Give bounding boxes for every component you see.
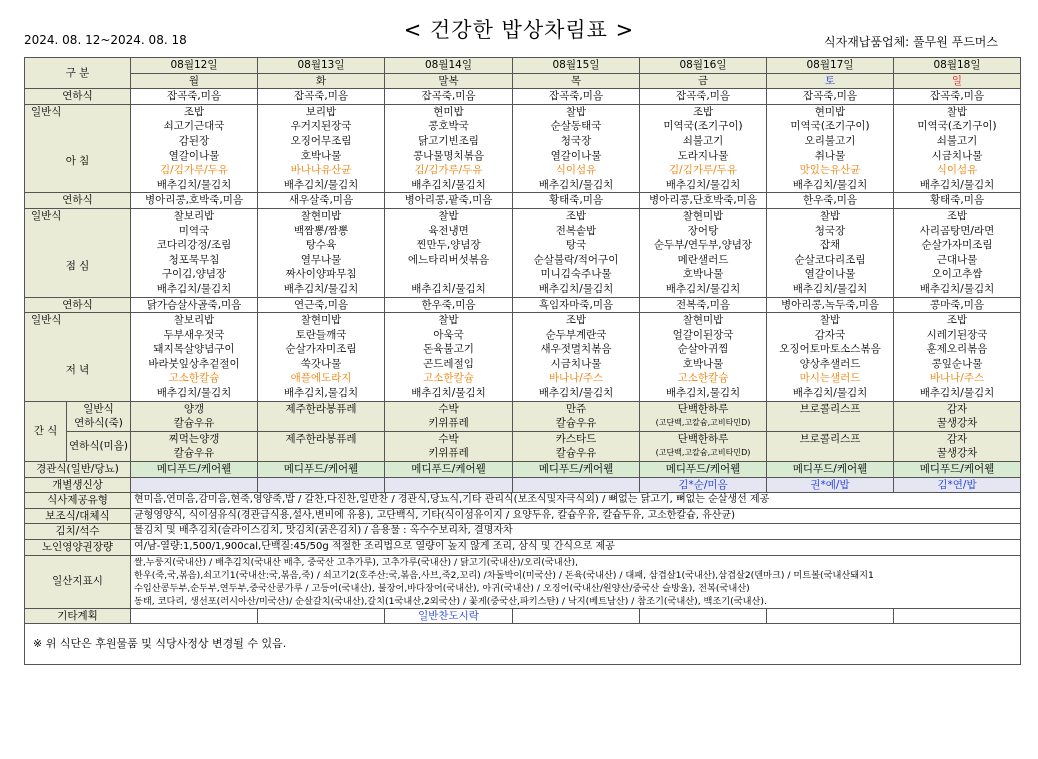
- soft-meal: 잡곡죽,미음: [385, 89, 513, 105]
- menu-item: 메란샐러드: [677, 253, 729, 266]
- menu-item: 찰현미밥: [682, 209, 724, 222]
- menu-item: 순살아귀찜: [677, 343, 729, 356]
- menu-item: 콩잎순나물: [931, 357, 983, 370]
- menu-item: 순두부계란국: [545, 328, 607, 341]
- menu-item: 곤드레절임: [423, 357, 474, 370]
- snack-item: 감자: [946, 402, 968, 415]
- menu-item: 미역국: [178, 224, 210, 237]
- soft-meal: 콩마죽,미음: [894, 297, 1021, 313]
- meal-cell: [767, 313, 894, 402]
- menu-item: 육전냉면: [428, 224, 469, 237]
- origin-line: 동태, 코다리, 생선포(러시아산/미국산)/ 순살갈치(국내산),갈치(1국내산,2외국산) / 꽃게(중국산,파키스탄) / 낙지(베트남산) / 참조기(국내산), 백조기(국내산).: [134, 595, 767, 607]
- menu-item: 얼갈이된장국: [672, 328, 734, 341]
- menu-item: 배추김치/물김치: [792, 282, 868, 295]
- menu-item: 순살가자미조림: [921, 239, 993, 252]
- meal-cell: [385, 208, 513, 297]
- day-date: 08월17일: [767, 58, 894, 74]
- soft-meal: 병아리콩,단호박죽,미음: [640, 193, 767, 209]
- label-soft: 연하식: [25, 89, 131, 105]
- diabetic-cell: 메디푸드/케어웰: [258, 462, 385, 478]
- diabetic-cell: 메디푸드/케어웰: [894, 462, 1021, 478]
- menu-item: 미니김숙주나물: [540, 268, 612, 281]
- menu-item: 찐만두,양념장: [416, 239, 481, 252]
- meal-cell: [894, 104, 1021, 193]
- individual-cell: [513, 477, 640, 493]
- label-diabetic: 경관식(일반/당뇨): [25, 462, 131, 478]
- menu-item: 고소한칼슘: [168, 372, 220, 385]
- day-name: 일: [894, 73, 1021, 89]
- menu-item: 배추김치/물김치: [156, 282, 232, 295]
- label-other: 기타계획: [25, 608, 131, 624]
- soft-meal: 병아리콩,호박죽,미음: [131, 193, 258, 209]
- snack-soft-label: 연하식(죽): [74, 417, 123, 430]
- meal-cell: [131, 104, 258, 193]
- snack-item: [258, 446, 384, 461]
- snack-cell: [894, 431, 1021, 461]
- label-preference: 식사제공유형: [25, 493, 131, 509]
- menu-item: 배추김치/물김치: [792, 387, 868, 400]
- meal-cell: [640, 208, 767, 297]
- origin-line: 쌀,누룽지(국내산) / 배추김치(국내산 배추, 중국산 고추가루), 고추가루(국내산) / 닭고기(국내산)/오리(국내산),: [134, 556, 579, 568]
- snack-item: 브로콜리스프: [799, 402, 861, 415]
- menu-item: 배추김치/물김치: [538, 387, 614, 400]
- snack-item: 키위퓨레: [428, 447, 469, 460]
- menu-item: 미역국(조기구이): [663, 120, 743, 133]
- label-kimchi: 김치/석수: [25, 524, 131, 540]
- menu-item: 배추김치/물김치: [538, 282, 614, 295]
- soft-meal: 전복죽,미음: [640, 297, 767, 313]
- day-name: 금: [640, 73, 767, 89]
- menu-item: 마시는샐러드: [799, 372, 861, 385]
- soft-meal: 황태죽,미음: [513, 193, 640, 209]
- other-plan-cell: [894, 608, 1021, 624]
- meal-cell: [513, 104, 640, 193]
- soft-meal: 한우죽,미음: [767, 193, 894, 209]
- menu-item: 식이섬유: [555, 164, 597, 177]
- soft-meal: 병아리콩,팥죽,미음: [385, 193, 513, 209]
- individual-cell: [131, 477, 258, 493]
- menu-item: 쑥갓나물: [300, 357, 342, 370]
- menu-item: 현미밥: [814, 105, 846, 118]
- meal-cell: [640, 313, 767, 402]
- snack-item: [258, 416, 384, 431]
- soft-meal: 흑임자마죽,미음: [513, 297, 640, 313]
- other-plan-cell: [767, 608, 894, 624]
- menu-item: 코다리강정/조림: [156, 239, 232, 252]
- supplier-name: 식자재납품업체: 풀무원 푸드머스: [824, 35, 998, 49]
- snack-cell: [258, 431, 385, 461]
- soft-meal: 잡곡죽,미음: [131, 89, 258, 105]
- menu-item: 구이김,양념장: [161, 268, 227, 281]
- meal-cell: [258, 104, 385, 193]
- header-gubun: 구 분: [25, 58, 131, 89]
- diabetic-cell: 메디푸드/케어웰: [131, 462, 258, 478]
- meal-cell: [767, 208, 894, 297]
- snack-item: 찌먹는양갱: [168, 432, 220, 445]
- menu-item: 김/김가루/두유: [669, 164, 737, 177]
- snack-item: 칼슘우유: [173, 417, 215, 430]
- menu-item: 배추김치,물김치: [665, 387, 741, 400]
- menu-item: 조밥: [183, 105, 205, 118]
- menu-item: 찰밥: [946, 105, 968, 118]
- snack-general-label: 일반식: [83, 402, 114, 415]
- snack-cell: [767, 401, 894, 431]
- meal-cell: [894, 208, 1021, 297]
- snack-cell: [894, 401, 1021, 431]
- snack-item: 카스타드: [555, 432, 597, 445]
- meal-name: 저 녁: [65, 363, 90, 376]
- menu-item: 사리곰탕면/라면: [919, 224, 995, 237]
- menu-item: 훈제오리볶음: [926, 343, 988, 356]
- menu-item: 취나물: [814, 149, 846, 162]
- snack-item: 제주한라봉퓨레: [285, 402, 357, 415]
- snack-cell: [513, 401, 640, 431]
- snack-item: 꿀생강차: [936, 417, 978, 430]
- soft-meal: 잡곡죽,미음: [258, 89, 385, 105]
- page-title: < 건강한 밥상차림표 >: [403, 18, 635, 42]
- menu-item: 고소한칼슘: [677, 372, 729, 385]
- menu-item: 호박나물: [682, 268, 724, 281]
- menu-item: 맛있는유산균: [799, 164, 861, 177]
- snack-item: 키위퓨레: [428, 417, 469, 430]
- menu-item: 에느타리버섯볶음: [407, 253, 490, 266]
- soft-meal: 새우살죽,미음: [258, 193, 385, 209]
- menu-item: 김/김가루/두유: [160, 164, 228, 177]
- individual-cell: 김*순/미음: [640, 477, 767, 493]
- menu-item: 보리밥: [305, 105, 337, 118]
- label-soft: 연하식: [25, 297, 131, 313]
- label-general: 일반식: [31, 105, 62, 118]
- menu-item: 배추김치/물김치: [156, 387, 232, 400]
- menu-item: 순두부/연두부,양념장: [653, 239, 753, 252]
- menu-item: 돈육불고기: [423, 343, 474, 356]
- origin-text: [131, 555, 1021, 608]
- menu-item: 양상추샐러드: [799, 357, 861, 370]
- menu-item: 쇠고기근대국: [163, 120, 225, 133]
- day-date: 08월15일: [513, 58, 640, 74]
- menu-item: 애플에도라지: [290, 372, 352, 385]
- menu-item: 배추김치/물김치: [919, 282, 995, 295]
- menu-item: 오징어토마토소스볶음: [779, 343, 881, 356]
- preference-text: 현미음,연미음,감미음,현죽,영양죽,밥 / 갈찬,다진찬,일반찬 / 경관식,당뇨식,기타 관리식(보조식및자극식외) / 뼈없는 닭고기, 뼈없는 순살생선 제공: [131, 493, 1021, 509]
- menu-item: 배추김치/물김치: [919, 387, 995, 400]
- diabetic-cell: 메디푸드/케어웰: [513, 462, 640, 478]
- menu-item: 오리불고기: [804, 134, 856, 147]
- day-date: 08월13일: [258, 58, 385, 74]
- menu-item: 찰현미밥: [300, 209, 342, 222]
- menu-item: 열갈이나물: [168, 149, 220, 162]
- day-date: 08월18일: [894, 58, 1021, 74]
- menu-item: 배추김치/물김치: [665, 282, 741, 295]
- menu-item: 조밥: [946, 314, 968, 327]
- snack-item: 단백한하루: [677, 402, 729, 415]
- soft-meal: 연근죽,미음: [258, 297, 385, 313]
- diabetic-cell: 메디푸드/케어웰: [767, 462, 894, 478]
- menu-item: 탕수육: [305, 239, 337, 252]
- individual-cell: [258, 477, 385, 493]
- snack-item: [767, 446, 893, 461]
- menu-item: 장어탕: [687, 224, 719, 237]
- snack-cell: [513, 431, 640, 461]
- supplement-text: 균형영양식, 식이섬유식(경관급식용,설사,변비에 유용), 고단백식, 기타(식이섬유이지 / 요양두유, 칼슘우유, 칼슘두유, 고소한칼슘, 유산균): [131, 508, 1021, 524]
- soft-meal: 잡곡죽,미음: [640, 89, 767, 105]
- menu-period: 2024. 08. 12~2024. 08. 18: [24, 33, 187, 47]
- menu-item: 미역국(조기구이): [790, 120, 870, 133]
- individual-cell: 권*예/밥: [767, 477, 894, 493]
- snack-item: (고단백,고칼슘,고비타민D): [655, 448, 751, 458]
- menu-item: 청국장: [814, 224, 846, 237]
- menu-item: 새우젓멸치볶음: [540, 343, 612, 356]
- menu-item: 호박나물: [682, 357, 724, 370]
- menu-item: 열무나물: [300, 253, 342, 266]
- menu-item: 닭고기빈조림: [418, 134, 479, 147]
- menu-item: 청국장: [560, 134, 592, 147]
- soft-meal: 병아리콩,녹두죽,미음: [767, 297, 894, 313]
- menu-item: 백짬뽕/짬뽕: [293, 224, 349, 237]
- menu-item: 청포묵무침: [168, 253, 220, 266]
- label-snack-general: [67, 401, 131, 431]
- diabetic-cell: 메디푸드/케어웰: [640, 462, 767, 478]
- snack-item: 제주한라봉퓨레: [285, 432, 357, 445]
- menu-item: 찰밥: [819, 209, 841, 222]
- label-origin: 일산지표시: [25, 555, 131, 608]
- day-name: 월: [131, 73, 258, 89]
- label-general: 일반식: [31, 209, 62, 222]
- soft-meal: 황태죽,미음: [894, 193, 1021, 209]
- menu-item: 배추김치/물김치: [283, 178, 359, 191]
- menu-item: 순살불락/적어구이: [533, 253, 619, 266]
- other-plan-cell: 일반찬도시락: [385, 608, 513, 624]
- menu-item: 감된장: [178, 134, 210, 147]
- menu-item: 찰보리밥: [173, 314, 215, 327]
- meal-name: 아 침: [65, 155, 90, 168]
- menu-item: 배추김치/물김치: [411, 387, 486, 400]
- snack-item: 양갱: [183, 402, 205, 415]
- menu-item: 전복솥밥: [555, 224, 597, 237]
- menu-item: 찰현미밥: [682, 314, 724, 327]
- snack-cell: [385, 401, 513, 431]
- label-soft: 연하식: [25, 193, 131, 209]
- menu-item: 찰밥: [438, 314, 459, 327]
- snack-cell: [131, 431, 258, 461]
- menu-item: 근대나물: [936, 253, 978, 266]
- kimchi-text: 물김치 및 배추김치(슬라이스김치, 맛김치(굵은김치) / 음용물 : 옥수수보리차, 결명자차: [131, 524, 1021, 540]
- snack-item: 단백한하루: [677, 432, 729, 445]
- day-date: 08월14일: [385, 58, 513, 74]
- meal-cell: [258, 313, 385, 402]
- snack-cell: [385, 431, 513, 461]
- label-general: 일반식: [31, 314, 62, 327]
- menu-item: 돼지목살양념구이: [153, 343, 235, 356]
- menu-item: 배추김치/물김치: [919, 178, 995, 191]
- label-elderly: 노인영양권장량: [25, 540, 131, 556]
- meal-plan-table: [24, 57, 1021, 665]
- day-date: 08월16일: [640, 58, 767, 74]
- origin-line: 한우(죽,국,볶음),쇠고기1(국내산:국,볶음,죽) / 쇠고기2(호주산:국,볶음,사브,죽2,꼬리) /차돌박이(미국산) / 돈육(국내산) / 대패, 삼겹살1(국내산),삼겹살2(덴마크) / 미트볼(국내산돼지1: [134, 569, 874, 581]
- menu-item: 순살동태국: [550, 120, 602, 133]
- menu-item: 열갈이나물: [550, 149, 602, 162]
- meal-cell: [131, 313, 258, 402]
- menu-item: 식이섬유: [936, 164, 978, 177]
- snack-item: [767, 416, 893, 431]
- menu-item: 미역국(조기구이): [917, 120, 997, 133]
- menu-item: 콩호박국: [428, 120, 469, 133]
- menu-item: 우거지된장국: [290, 120, 352, 133]
- other-plan-cell: [640, 608, 767, 624]
- elderly-text: 여/남-열량:1,500/1,900cal,단백질:45/50g 적절한 조리법으로 열량이 높지 않게 조리, 삼식 및 간식으로 제공: [131, 540, 1021, 556]
- menu-item: 배추김치/물김치: [156, 178, 232, 191]
- menu-item: 잡채: [819, 239, 841, 252]
- meal-name: 점 심: [65, 259, 90, 272]
- menu-item: 배추김치/물김치: [283, 282, 359, 295]
- meal-label: [25, 208, 131, 297]
- meal-cell: [767, 104, 894, 193]
- menu-item: 쇠불고기: [936, 134, 978, 147]
- menu-item: 짜사이양파무침: [285, 268, 357, 281]
- origin-line: 수입산콩두부,순두부,연두부,중국산콩가루 / 고등어(국내산), 불장어,바다장어(국내산), 아귀(국내산) / 오징어(국내산/원양산/중국산 슬방울), 전복(국내산): [134, 582, 750, 594]
- menu-item: 바라붓잎상추겉절이: [148, 357, 240, 370]
- snack-cell: [640, 401, 767, 431]
- snack-item: 수박: [438, 432, 459, 445]
- snack-cell: [258, 401, 385, 431]
- label-supplement: 보조식/대체식: [25, 508, 131, 524]
- menu-item: 찰현미밥: [300, 314, 342, 327]
- meal-label: [25, 313, 131, 402]
- soft-meal: 한우죽,미음: [385, 297, 513, 313]
- menu-item: 현미밥: [433, 105, 464, 118]
- menu-item: 콩나물명치볶음: [412, 149, 484, 162]
- meal-label: [25, 104, 131, 193]
- menu-item: 감자국: [814, 328, 846, 341]
- menu-item: 도라지나물: [677, 149, 729, 162]
- meal-cell: [513, 313, 640, 402]
- menu-item: 탕국: [565, 239, 587, 252]
- snack-item: 수박: [438, 402, 459, 415]
- menu-item: 쇠불고기: [682, 134, 724, 147]
- soft-meal: 잡곡죽,미음: [767, 89, 894, 105]
- menu-item: 순살코다리조림: [794, 253, 866, 266]
- meal-cell: [640, 104, 767, 193]
- menu-item: 열갈이나물: [804, 268, 856, 281]
- menu-item: 김/김가루/두유: [414, 164, 483, 177]
- individual-cell: 김*연/밥: [894, 477, 1021, 493]
- menu-item: 오이고추쌈: [931, 268, 983, 281]
- menu-item: 배추김치/물김치: [792, 178, 868, 191]
- menu-item: 조밥: [946, 209, 968, 222]
- meal-cell: [513, 208, 640, 297]
- individual-cell: [385, 477, 513, 493]
- menu-item: 바나나/주스: [929, 372, 985, 385]
- menu-item: 찰밥: [819, 314, 841, 327]
- header: [0, 0, 1038, 58]
- snack-cell: [767, 431, 894, 461]
- menu-item: 두부새우젓국: [163, 328, 225, 341]
- menu-item: 찰보리밥: [173, 209, 215, 222]
- other-plan-cell: [513, 608, 640, 624]
- snack-item: 감자: [946, 432, 968, 445]
- day-name: 목: [513, 73, 640, 89]
- menu-item: 고소한칼슘: [423, 372, 474, 385]
- menu-item: 아욱국: [433, 328, 464, 341]
- snack-item: 브로콜리스프: [799, 432, 861, 445]
- snack-item: (고단백,고칼슘,고비타민D): [655, 418, 751, 428]
- menu-item: 조밥: [692, 105, 714, 118]
- meal-cell: [894, 313, 1021, 402]
- menu-item: 배추김치/물김치: [665, 178, 741, 191]
- menu-item: 시금치나물: [931, 149, 983, 162]
- menu-item: 조밥: [565, 314, 587, 327]
- day-name: 화: [258, 73, 385, 89]
- label-snack: 간 식: [25, 401, 67, 461]
- soft-meal: 닭가슴살사골죽,미음: [131, 297, 258, 313]
- menu-item: 시금치나물: [550, 357, 602, 370]
- snack-item: 만쥬: [565, 402, 587, 415]
- other-plan-cell: [258, 608, 385, 624]
- menu-item: 찰밥: [438, 209, 459, 222]
- menu-item: [385, 267, 512, 282]
- menu-item: 순살가자미조림: [285, 343, 357, 356]
- day-name: 말복: [385, 73, 513, 89]
- menu-item: 오징어무조림: [290, 134, 352, 147]
- menu-item: 배추김치/물김치: [411, 282, 486, 295]
- menu-item: 조밥: [565, 209, 587, 222]
- menu-item: 바나나/주스: [548, 372, 604, 385]
- meal-cell: [258, 208, 385, 297]
- day-name: 토: [767, 73, 894, 89]
- menu-item: 배추김치/물김치: [538, 178, 614, 191]
- snack-item: 칼슘우유: [555, 447, 597, 460]
- snack-cell: [640, 431, 767, 461]
- footnote: ※ 위 식단은 후원물품 및 식당사정상 변경될 수 있음.: [25, 624, 1021, 665]
- snack-item: 꿀생강차: [936, 447, 978, 460]
- menu-item: 찰밥: [565, 105, 587, 118]
- day-date: 08월12일: [131, 58, 258, 74]
- label-individual: 개별생신상: [25, 477, 131, 493]
- menu-item: 바나나유산균: [290, 164, 352, 177]
- soft-meal: 잡곡죽,미음: [894, 89, 1021, 105]
- diabetic-cell: 메디푸드/케어웰: [385, 462, 513, 478]
- soft-meal: 잡곡죽,미음: [513, 89, 640, 105]
- menu-item: 배추김치,물김치: [283, 387, 359, 400]
- snack-cell: [131, 401, 258, 431]
- menu-item: 시레기된장국: [926, 328, 988, 341]
- meal-cell: [131, 208, 258, 297]
- snack-item: 칼슘우유: [173, 447, 215, 460]
- menu-item: 호박나물: [300, 149, 342, 162]
- meal-cell: [385, 313, 513, 402]
- other-plan-cell: [131, 608, 258, 624]
- menu-item: 배추김치/물김치: [411, 178, 486, 191]
- meal-cell: [385, 104, 513, 193]
- label-snack-puree: 연하식(미음): [67, 431, 131, 461]
- menu-item: 토란들깨국: [295, 328, 347, 341]
- snack-item: 칼슘우유: [555, 417, 597, 430]
